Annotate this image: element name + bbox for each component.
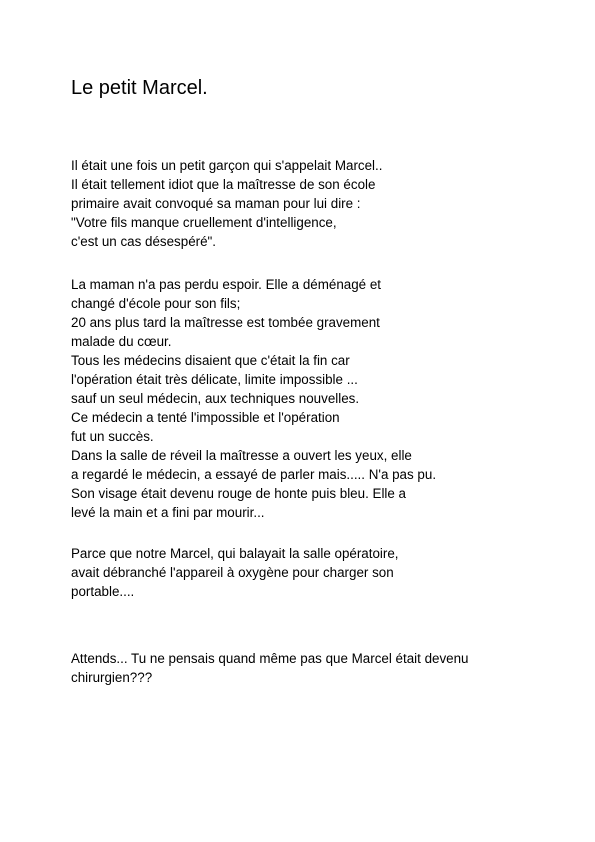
text-line: La maman n'a pas perdu espoir. Elle a déménagé et: [71, 277, 381, 292]
text-line: Il était tellement idiot que la maîtresse de son école: [71, 177, 376, 192]
text-line: Dans la salle de réveil la maîtresse a ouvert les yeux, elle: [71, 448, 412, 463]
text-line: Ce médecin a tenté l'impossible et l'opération: [71, 410, 340, 425]
text-line: changé d'école pour son fils;: [71, 296, 241, 311]
paragraph-2: [71, 275, 436, 522]
text-line: sauf un seul médecin, aux techniques nouvelles.: [71, 391, 360, 406]
paragraph-3: [71, 544, 399, 601]
text-line: chirurgien???: [71, 670, 153, 685]
text-line: portable....: [71, 584, 135, 599]
document-title: Le petit Marcel.: [71, 77, 208, 99]
text-line: avait débranché l'appareil à oxygène pour charger son: [71, 565, 394, 580]
text-line: "Votre fils manque cruellement d'intelligence,: [71, 215, 337, 230]
text-line: Parce que notre Marcel, qui balayait la salle opératoire,: [71, 546, 399, 561]
text-line: Il était une fois un petit garçon qui s'appelait Marcel..: [71, 158, 383, 173]
text-line: levé la main et a fini par mourir...: [71, 505, 265, 520]
text-line: Son visage était devenu rouge de honte puis bleu. Elle a: [71, 486, 407, 501]
text-line: c'est un cas désespéré".: [71, 234, 217, 249]
text-line: a regardé le médecin, a essayé de parler mais..... N'a pas pu.: [71, 467, 437, 482]
text-line: Attends... Tu ne pensais quand même pas que Marcel était devenu: [71, 651, 469, 666]
text-line: malade du cœur.: [71, 334, 172, 349]
paragraph-1: [71, 156, 382, 251]
text-line: fut un succès.: [71, 429, 154, 444]
paragraph-4: [71, 649, 469, 687]
text-line: Tous les médecins disaient que c'était la fin car: [71, 353, 350, 368]
text-line: 20 ans plus tard la maîtresse est tombée gravement: [71, 315, 380, 330]
text-line: primaire avait convoqué sa maman pour lui dire :: [71, 196, 361, 211]
text-line: l'opération était très délicate, limite impossible ...: [71, 372, 358, 387]
